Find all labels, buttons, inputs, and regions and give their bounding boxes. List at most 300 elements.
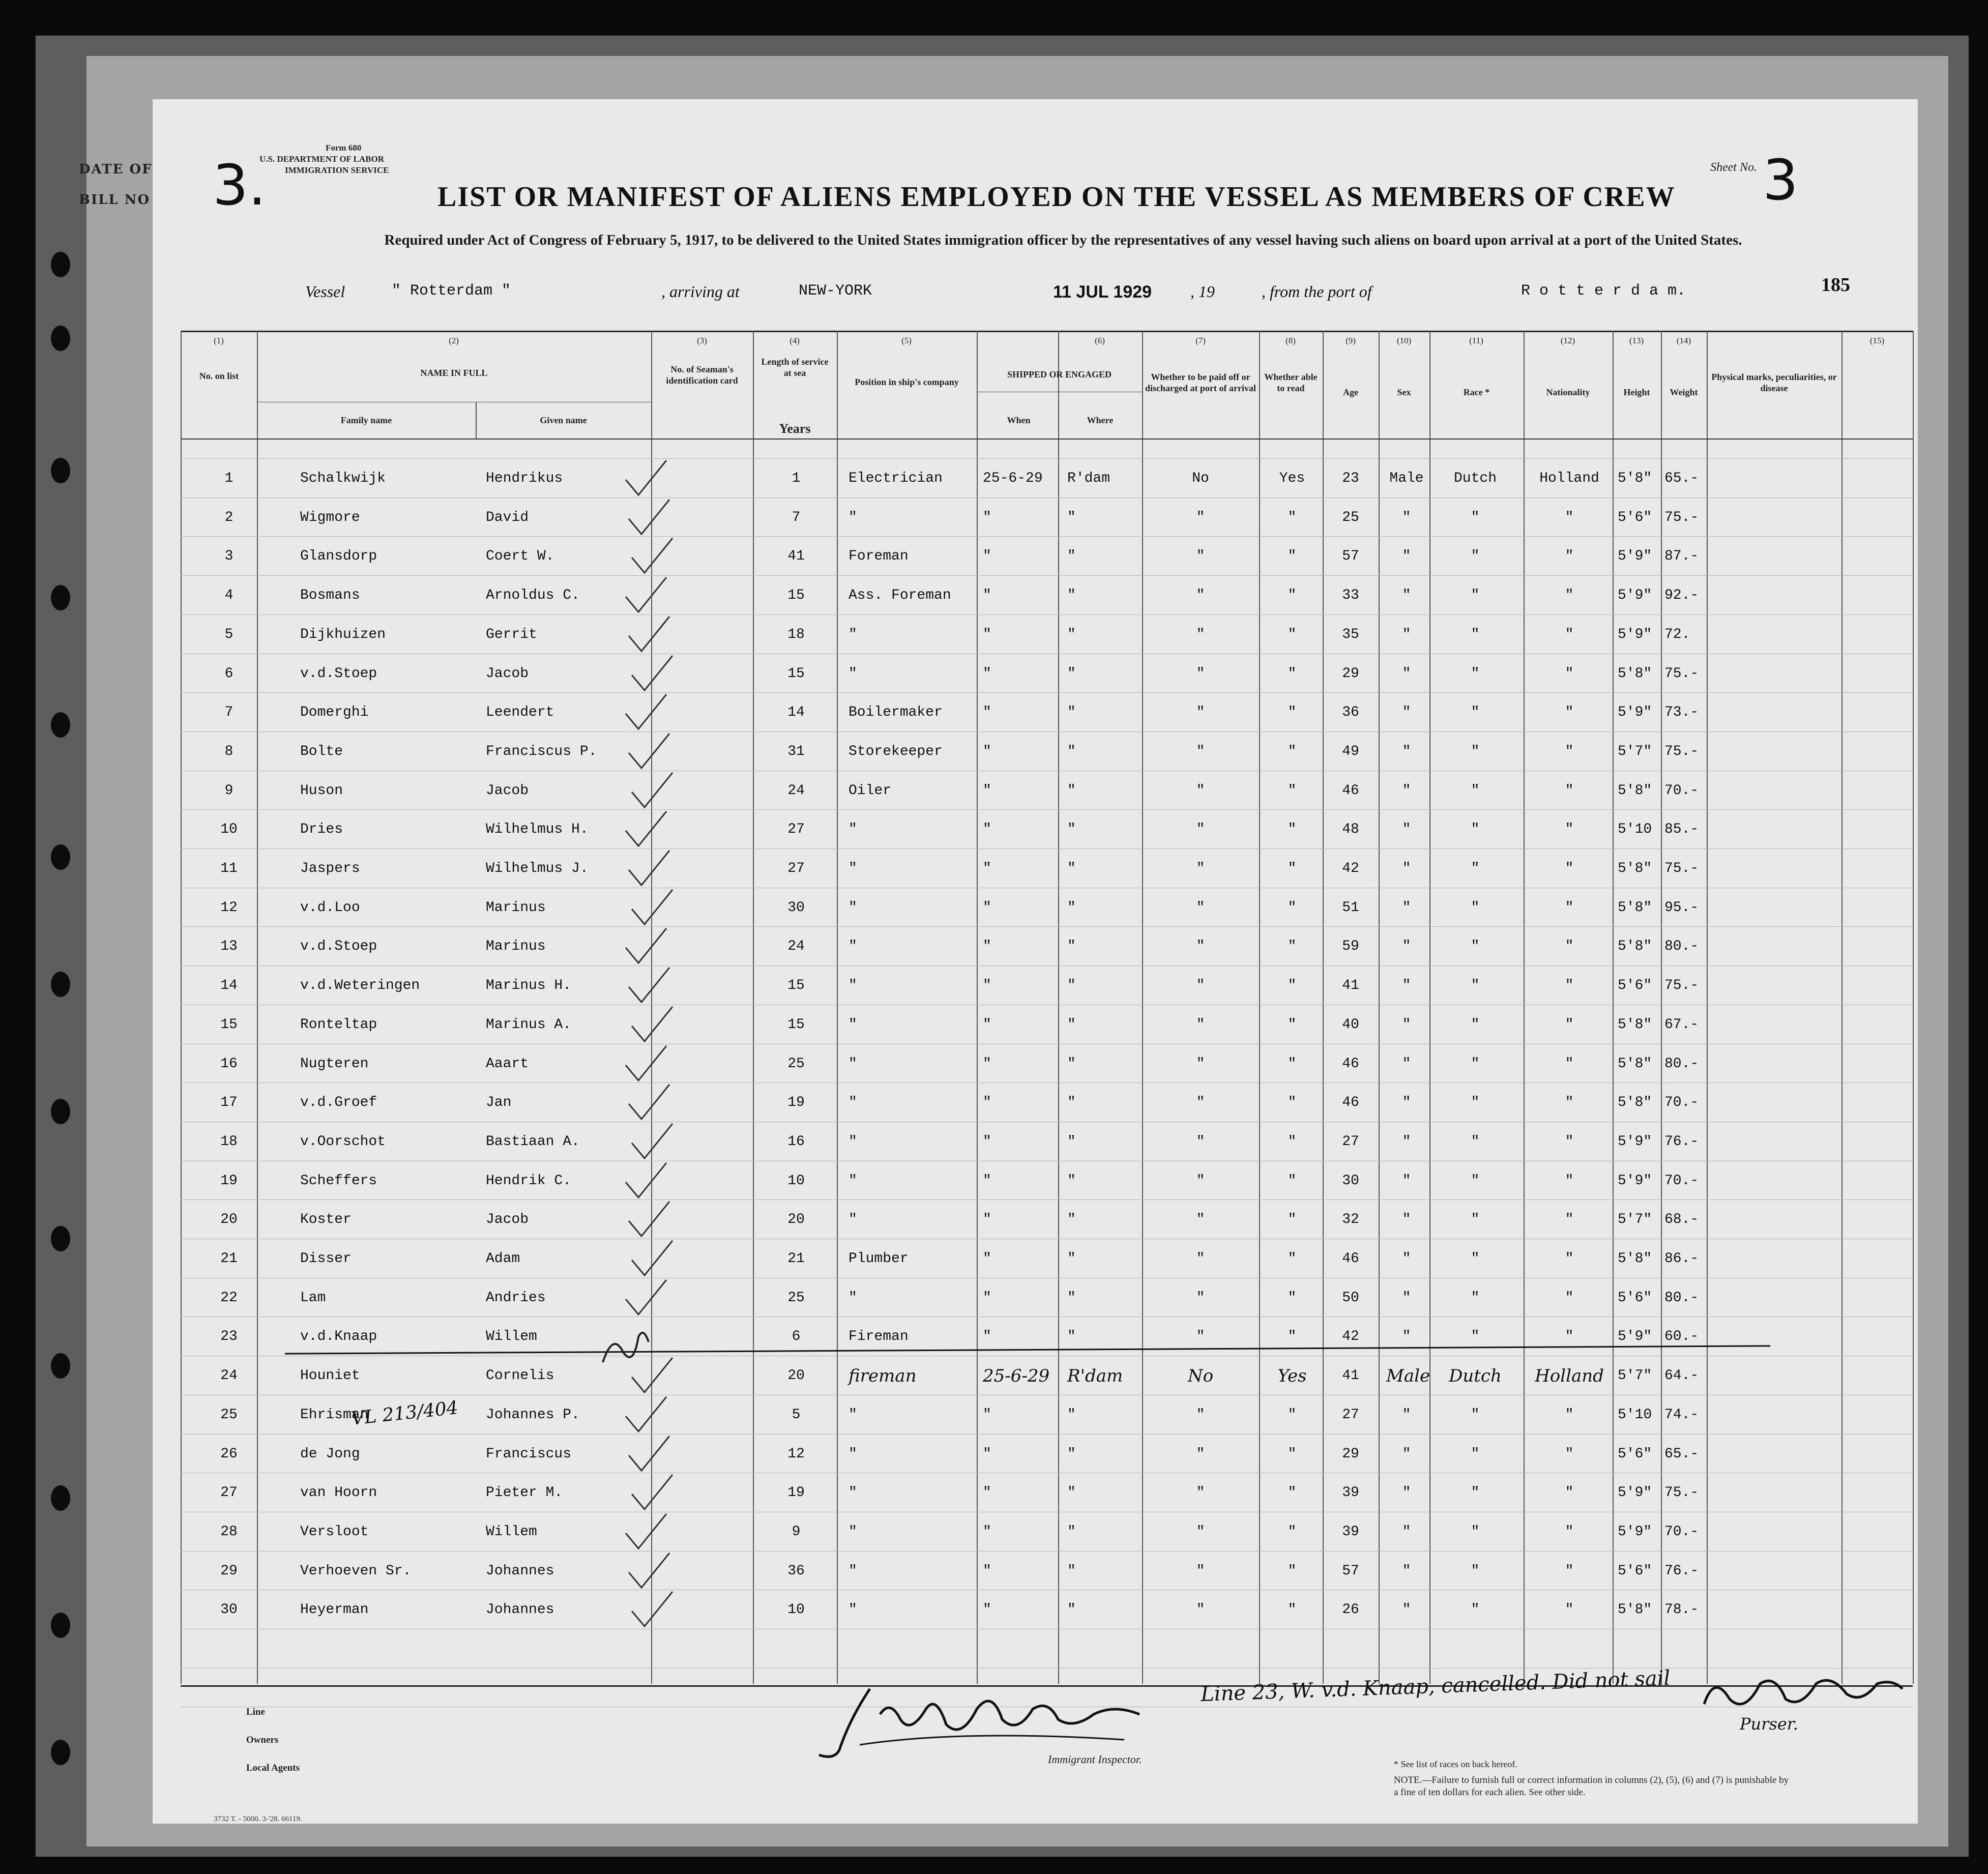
when-shipped: " — [983, 1329, 991, 1345]
scribble-mark-icon — [598, 1322, 654, 1372]
height: 5'8" — [1618, 1016, 1652, 1033]
years-service: 24 — [787, 939, 805, 955]
weight: 75.- — [1664, 743, 1699, 759]
position: " — [849, 1095, 857, 1111]
position: " — [849, 1290, 857, 1306]
row-number: 24 — [220, 1368, 238, 1384]
col-head-weight: Weight — [1670, 387, 1698, 397]
years-service: 36 — [787, 1563, 805, 1579]
age: 46 — [1342, 782, 1359, 799]
paid-off: " — [1196, 743, 1205, 759]
able-read: " — [1288, 978, 1297, 994]
when-shipped: " — [983, 1407, 991, 1423]
age: 46 — [1342, 1056, 1359, 1072]
row-number: 22 — [220, 1290, 238, 1306]
years-service: 41 — [787, 548, 805, 565]
position: " — [849, 1563, 857, 1579]
row-rule — [181, 536, 1913, 537]
check-mark-icon — [629, 889, 675, 927]
weight: 75.- — [1664, 1485, 1699, 1501]
where-shipped: " — [1067, 1251, 1076, 1267]
given-name: Aaart — [486, 1056, 529, 1072]
family-name: Lam — [300, 1290, 326, 1306]
binder-hole — [51, 1353, 70, 1379]
weight: 60.- — [1664, 1329, 1699, 1345]
paid-off: " — [1196, 626, 1205, 642]
given-name: Johannes — [486, 1602, 554, 1618]
position: Boilermaker — [849, 705, 943, 721]
able-read: " — [1288, 1133, 1297, 1150]
race: " — [1471, 548, 1480, 565]
where-shipped: " — [1067, 588, 1076, 604]
height: 5'9" — [1618, 588, 1652, 604]
row-number: 25 — [220, 1407, 238, 1423]
race: " — [1471, 1212, 1480, 1228]
where-shipped: R'dam — [1067, 471, 1110, 486]
sex: " — [1402, 1329, 1411, 1345]
where-shipped: " — [1067, 861, 1076, 876]
where-shipped: " — [1067, 1173, 1076, 1189]
position: " — [849, 978, 857, 994]
age: 27 — [1342, 1407, 1359, 1423]
when-shipped: " — [983, 626, 991, 642]
weight: 76.- — [1664, 1133, 1699, 1150]
header-rule — [181, 438, 1913, 440]
check-mark-icon — [629, 1123, 675, 1161]
height: 5'8" — [1618, 899, 1652, 916]
column-number: (15) — [1869, 336, 1885, 345]
age: 46 — [1342, 1095, 1359, 1111]
where-shipped: " — [1067, 1329, 1076, 1345]
row-number: 5 — [224, 626, 233, 642]
row-number: 8 — [224, 743, 233, 759]
nationality: " — [1565, 899, 1574, 916]
nationality: " — [1565, 509, 1574, 525]
able-read: " — [1288, 822, 1297, 838]
where-shipped: " — [1067, 509, 1076, 525]
handwritten-vl-note: VL 213/404 — [350, 1397, 459, 1429]
where-shipped: " — [1067, 705, 1076, 721]
when-shipped: " — [983, 1563, 991, 1579]
paid-off: " — [1196, 1133, 1205, 1150]
sex: " — [1402, 1016, 1411, 1033]
nationality: " — [1565, 1290, 1574, 1306]
check-mark-icon — [623, 1513, 669, 1551]
binder-hole — [51, 458, 70, 483]
family-name: Bosmans — [300, 588, 360, 604]
nationality: " — [1565, 978, 1574, 994]
where-shipped: " — [1067, 548, 1076, 565]
column-number: (7) — [1195, 336, 1206, 345]
row-number: 16 — [220, 1056, 238, 1072]
vessel-label: Vessel — [305, 282, 345, 301]
weight: 64.- — [1664, 1368, 1699, 1384]
weight: 65.- — [1664, 1446, 1699, 1462]
footer-line-label: Line — [246, 1707, 265, 1717]
when-shipped: " — [983, 978, 991, 994]
check-mark-icon — [623, 693, 669, 731]
page-number: 185 — [1821, 274, 1850, 296]
years-service: 24 — [787, 782, 805, 799]
when-shipped: " — [983, 782, 991, 799]
form-number: Form 680 — [326, 143, 362, 153]
where-shipped: " — [1067, 1095, 1076, 1111]
sex: " — [1402, 705, 1411, 721]
able-read: " — [1288, 665, 1297, 682]
position: " — [849, 509, 857, 525]
age: 49 — [1342, 743, 1359, 759]
position: " — [849, 1524, 857, 1540]
binder-hole — [51, 252, 70, 277]
side-label-bill: BILL NO — [79, 192, 151, 208]
arriving-label: , arriving at — [661, 282, 740, 301]
column-number: (6) — [1095, 336, 1105, 345]
age: 57 — [1342, 548, 1359, 565]
weight: 95.- — [1664, 899, 1699, 916]
when-shipped: " — [983, 1173, 991, 1189]
binder-hole — [51, 1226, 70, 1251]
age: 50 — [1342, 1290, 1359, 1306]
when-shipped: " — [983, 899, 991, 916]
able-read: " — [1288, 1407, 1297, 1423]
col-rule — [1429, 331, 1430, 1684]
row-number: 10 — [220, 822, 238, 838]
col-head-no: No. on list — [199, 371, 239, 381]
given-name: Willem — [486, 1524, 537, 1540]
binder-hole — [51, 326, 70, 351]
column-number: (11) — [1469, 336, 1483, 345]
row-number: 23 — [220, 1329, 238, 1345]
col-rule — [977, 331, 978, 1684]
binder-hole — [51, 1613, 70, 1638]
years-service: 10 — [787, 1602, 805, 1618]
family-name: Dijkhuizen — [300, 626, 386, 642]
row-number: 29 — [220, 1563, 238, 1579]
row-number: 12 — [220, 899, 238, 916]
paid-off: " — [1196, 509, 1205, 525]
family-name: Jaspers — [300, 861, 360, 876]
check-mark-icon — [629, 1591, 675, 1629]
family-name: Nugteren — [300, 1056, 369, 1072]
able-read: " — [1288, 1563, 1297, 1579]
age: 23 — [1342, 471, 1359, 486]
nationality: " — [1565, 1212, 1574, 1228]
inspector-label: Immigrant Inspector. — [1048, 1753, 1142, 1766]
race: " — [1471, 939, 1480, 955]
years-service: 20 — [787, 1212, 805, 1228]
able-read: " — [1288, 782, 1297, 799]
age: 30 — [1342, 1173, 1359, 1189]
family-name: Domerghi — [300, 705, 369, 721]
paid-off: " — [1196, 1602, 1205, 1618]
age: 42 — [1342, 861, 1359, 876]
family-name: v.d.Groef — [300, 1095, 377, 1111]
years-service: 15 — [787, 1016, 805, 1033]
when-shipped: " — [983, 1524, 991, 1540]
check-mark-icon — [626, 1200, 672, 1239]
years-service: 19 — [787, 1485, 805, 1501]
years-service: 10 — [787, 1173, 805, 1189]
where-shipped: " — [1067, 1485, 1076, 1501]
col-rule — [1841, 331, 1843, 1684]
col-rule — [1058, 392, 1059, 438]
age: 51 — [1342, 899, 1359, 916]
years-service: 14 — [787, 705, 805, 721]
able-read: " — [1288, 1446, 1297, 1462]
row-number: 21 — [220, 1251, 238, 1267]
race: " — [1471, 626, 1480, 642]
check-mark-icon — [623, 1045, 669, 1083]
sex: Male — [1389, 471, 1424, 486]
row-rule — [181, 1082, 1913, 1083]
given-name: Willem — [486, 1329, 537, 1345]
when-shipped: 25-6-29 — [983, 1366, 1050, 1387]
footer-owners-label: Owners — [246, 1735, 279, 1745]
col-rule — [837, 331, 838, 1684]
paid-off: " — [1196, 1251, 1205, 1267]
weight: 72. — [1664, 626, 1690, 642]
col-head-read: Whether able to read — [1264, 372, 1318, 393]
check-mark-icon — [626, 967, 672, 1005]
height: 5'8" — [1618, 1602, 1652, 1618]
family-name: Bolte — [300, 743, 343, 759]
col-head-where: Where — [1087, 415, 1114, 425]
nationality: " — [1565, 588, 1574, 604]
when-shipped: " — [983, 1485, 991, 1501]
sex: " — [1402, 1173, 1411, 1189]
row-rule — [181, 809, 1913, 810]
sex: " — [1402, 1212, 1411, 1228]
paid-off: No — [1187, 1366, 1214, 1387]
weight: 65.- — [1664, 471, 1699, 486]
binder-hole — [51, 585, 70, 610]
age: 59 — [1342, 939, 1359, 955]
age: 41 — [1342, 1368, 1359, 1384]
weight: 70.- — [1664, 1524, 1699, 1540]
nationality: " — [1565, 822, 1574, 838]
sex: " — [1402, 1524, 1411, 1540]
able-read: " — [1288, 1056, 1297, 1072]
position: " — [849, 1056, 857, 1072]
years-service: 15 — [787, 588, 805, 604]
given-name: David — [486, 509, 529, 525]
row-rule — [181, 575, 1913, 576]
able-read: " — [1288, 1485, 1297, 1501]
race: " — [1471, 509, 1480, 525]
col-head-length: Length of service at sea — [761, 357, 829, 378]
age: 46 — [1342, 1251, 1359, 1267]
where-shipped: " — [1067, 1446, 1076, 1462]
family-name: Heyerman — [300, 1602, 369, 1618]
position: " — [849, 822, 857, 838]
able-read: " — [1288, 1290, 1297, 1306]
check-mark-icon — [629, 1474, 675, 1512]
position: " — [849, 1407, 857, 1423]
height: 5'8" — [1618, 861, 1652, 876]
years-service: 19 — [787, 1095, 805, 1111]
race: " — [1471, 588, 1480, 604]
paid-off: " — [1196, 588, 1205, 604]
years-service: 7 — [792, 509, 801, 525]
able-read: " — [1288, 626, 1297, 642]
height: 5'7" — [1618, 1368, 1652, 1384]
family-name: v.d.Loo — [300, 899, 360, 916]
given-name: Johannes — [486, 1563, 554, 1579]
family-name: Koster — [300, 1212, 352, 1228]
able-read: " — [1288, 1524, 1297, 1540]
nationality: " — [1565, 1251, 1574, 1267]
family-name: v.Oorschot — [300, 1133, 386, 1150]
row-number: 4 — [224, 588, 233, 604]
nationality: " — [1565, 1016, 1574, 1033]
sheet-number: 3 — [1763, 148, 1798, 213]
height: 5'8" — [1618, 665, 1652, 682]
height: 5'9" — [1618, 1133, 1652, 1150]
height: 5'6" — [1618, 1563, 1652, 1579]
weight: 70.- — [1664, 1173, 1699, 1189]
race: " — [1471, 1056, 1480, 1072]
handwritten-mark: 3. — [213, 153, 266, 218]
weight: 73.- — [1664, 705, 1699, 721]
height: 5'8" — [1618, 1095, 1652, 1111]
given-name: Leendert — [486, 705, 554, 721]
sex: " — [1402, 1095, 1411, 1111]
col-head-race: Race * — [1463, 387, 1490, 397]
col-rule — [1058, 331, 1059, 1684]
nationality: Holland — [1535, 1366, 1604, 1387]
position: Fireman — [849, 1329, 909, 1345]
row-number: 30 — [220, 1602, 238, 1618]
department: U.S. DEPARTMENT OF LABOR — [259, 154, 385, 164]
sex: " — [1402, 782, 1411, 799]
height: 5'6" — [1618, 509, 1652, 525]
when-shipped: " — [983, 1251, 991, 1267]
given-name: Jan — [486, 1095, 512, 1111]
given-name: Franciscus P. — [486, 743, 597, 759]
weight: 80.- — [1664, 939, 1699, 955]
age: 29 — [1342, 665, 1359, 682]
column-number: (4) — [790, 336, 800, 345]
where-shipped: " — [1067, 665, 1076, 682]
where-shipped: " — [1067, 1602, 1076, 1618]
check-mark-icon — [623, 1279, 669, 1317]
years-service: 15 — [787, 978, 805, 994]
paid-off: " — [1196, 1173, 1205, 1189]
given-name: Cornelis — [486, 1368, 554, 1384]
column-number: (8) — [1285, 336, 1296, 345]
row-rule — [181, 731, 1913, 732]
departure-port: R o t t e r d a m. — [1521, 282, 1686, 300]
able-read: Yes — [1279, 471, 1305, 486]
sex: " — [1402, 665, 1411, 682]
height: 5'10 — [1618, 1407, 1652, 1423]
check-mark-icon — [626, 1552, 672, 1590]
row-rule — [181, 458, 1913, 459]
row-number: 9 — [224, 782, 233, 799]
height: 5'8" — [1618, 1056, 1652, 1072]
family-name: Dries — [300, 822, 343, 838]
height: 5'9" — [1618, 1524, 1652, 1540]
able-read: " — [1288, 1251, 1297, 1267]
arrival-date: 11 JUL 1929 — [1053, 282, 1152, 302]
arriving-port: NEW-YORK — [799, 282, 872, 300]
where-shipped: " — [1067, 1212, 1076, 1228]
height: 5'8" — [1618, 471, 1652, 486]
race: " — [1471, 1173, 1480, 1189]
given-name: Hendrik C. — [486, 1173, 572, 1189]
race: " — [1471, 1133, 1480, 1150]
race: " — [1471, 1329, 1480, 1345]
where-shipped: " — [1067, 1290, 1076, 1306]
check-mark-icon — [623, 927, 669, 965]
height: 5'9" — [1618, 1173, 1652, 1189]
when-shipped: " — [983, 1095, 991, 1111]
able-read: " — [1288, 1602, 1297, 1618]
weight: 68.- — [1664, 1212, 1699, 1228]
position: Ass. Foreman — [849, 588, 951, 604]
col-head-name: NAME IN FULL — [420, 368, 488, 378]
sex: " — [1402, 1485, 1411, 1501]
when-shipped: " — [983, 822, 991, 838]
check-mark-icon — [629, 1006, 675, 1044]
page-title: LIST OR MANIFEST OF ALIENS EMPLOYED ON THE VESSEL AS MEMBERS OF CREW — [437, 181, 1676, 213]
family-name: Ehrisman — [300, 1407, 369, 1423]
height: 5'9" — [1618, 548, 1652, 565]
paid-off: " — [1196, 1446, 1205, 1462]
when-shipped: " — [983, 1056, 991, 1072]
row-number: 15 — [220, 1016, 238, 1033]
given-name: Arnoldus C. — [486, 588, 580, 604]
row-number: 1 — [224, 471, 233, 486]
family-name: v.d.Stoep — [300, 939, 377, 955]
able-read: " — [1288, 509, 1297, 525]
where-shipped: " — [1067, 782, 1076, 799]
sex: " — [1402, 626, 1411, 642]
family-name: v.d.Knaap — [300, 1329, 377, 1345]
check-mark-icon — [626, 1435, 672, 1473]
position: " — [849, 861, 857, 876]
row-rule — [181, 614, 1913, 615]
sex: " — [1402, 509, 1411, 525]
years-service: 27 — [787, 822, 805, 838]
col-head-marks: Physical marks, peculiarities, or disease — [1711, 372, 1837, 393]
position: Storekeeper — [849, 743, 943, 759]
given-name: Wilhelmus J. — [486, 861, 589, 876]
nationality: " — [1565, 1133, 1574, 1150]
col-rule — [753, 331, 754, 1684]
weight: 80.- — [1664, 1290, 1699, 1306]
when-shipped: " — [983, 548, 991, 565]
where-shipped: " — [1067, 1563, 1076, 1579]
sex: " — [1402, 548, 1411, 565]
weight: 75.- — [1664, 861, 1699, 876]
row-rule — [181, 692, 1913, 693]
inspector-signature — [809, 1679, 1165, 1765]
position: " — [849, 1602, 857, 1618]
position: " — [849, 1485, 857, 1501]
row-number: 18 — [220, 1133, 238, 1150]
able-read: " — [1288, 743, 1297, 759]
years-service: 30 — [787, 899, 805, 916]
col-rule — [1524, 331, 1525, 1684]
column-number: (9) — [1346, 336, 1356, 345]
age: 35 — [1342, 626, 1359, 642]
position: Electrician — [849, 471, 943, 486]
sex: " — [1402, 861, 1411, 876]
position: " — [849, 1133, 857, 1150]
nationality: " — [1565, 1407, 1574, 1423]
where-shipped: " — [1067, 978, 1076, 994]
